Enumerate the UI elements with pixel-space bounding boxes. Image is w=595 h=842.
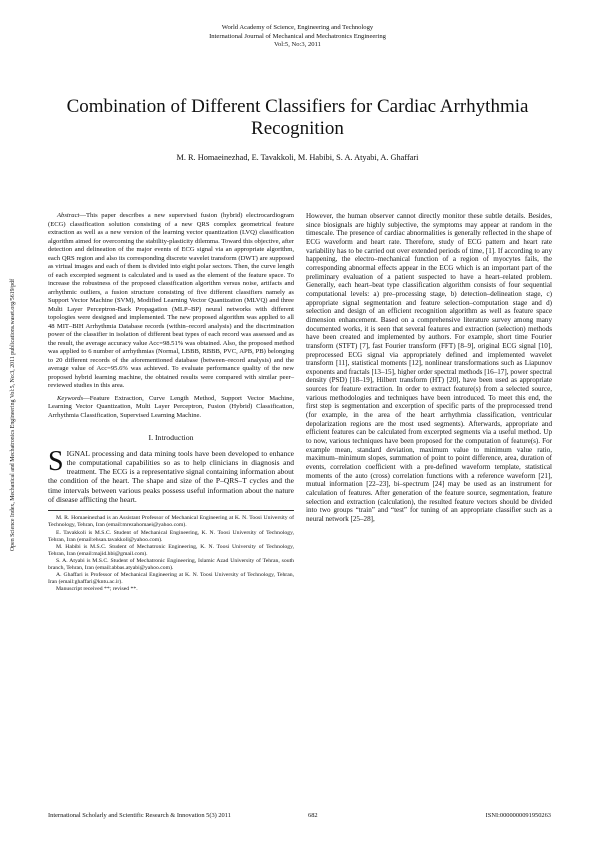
footnote: A. Ghaffari is Professor of Mechanical Engineering at K. N. Toosi University of Technology, Tehran, Iran (email:ghaffari@kntu.ac.ir). <box>48 572 294 586</box>
section-heading-introduction: I. Introduction <box>148 433 194 442</box>
journal-header <box>0 24 595 50</box>
left-column <box>48 212 294 593</box>
footnote: M. Habibi is M.S.C. Student of Mechatronic Engineering, K. N. Toosi University of Technology, Tehran, Iran (email:majid.hbi@gmail.com). <box>48 543 294 557</box>
header-line-1: World Academy of Science, Engineering and Technology <box>221 24 374 31</box>
abstract-text: —This paper describes a new supervised fusion (hybrid) electrocardiogram (ECG) classification solution consisting of a new QRS complex geometrical feature extraction as well as a new version of the learning vector quantization (LVQ) classification algorithm aimed for overcoming the stability-plasticity dilemma. Toward this objective, after detection and delineation of the major events of ECG signal via an appropriate algorithm, each QRS region and also its corresponding discrete wavelet transform (DWT) are supposed as virtual images and each of them is divided into eight polar sectors. Then, the curve length of each excerpted segment is calculated and is used as the element of the feature space. To increase the robustness of the proposed classification algorithm versus noise, artifacts and arrhythmic outliers, a fusion structure consisting of five different classifiers namely as Support Vector Machine (SVM), Modified Learning Vector Quantization (MLVQ) and three Multi Layer Perceptron-Back Propagation (MLP–BP) neural networks with different topologies were designed and implemented. The new proposed algorithm was applied to all 48 MIT–BIH Arrhythmia Database records (within–record analysis) and the discrimination power of the classifier in isolation of different beat types of each record was assessed and as the result, the average accuracy value Acc=98.51% was obtained. Also, the proposed method was applied to 6 number of arrhythmias (Normal, LBBB, RBBB, PVC, APB, PB) belonging to 20 different records of the aforementioned database (between–record analysis) and the average value of Acc=95.6% was achieved. To evaluate performance quality of the new proposed hybrid learning machine, the obtained results were compared with similar peer–reviewed studies in this area. <box>48 212 294 389</box>
keywords <box>48 395 294 421</box>
footnote-divider <box>48 510 294 511</box>
side-watermark <box>7 210 19 620</box>
footnote: M. R. Homaeinezhad is an Assistant Professor of Mechanical Engineering at K. N. Toosi University of Technology, Tehran, Iran (email:mrezahomaei@yahoo.com). <box>48 515 294 529</box>
footnote: S. A. Atyabi is M.S.C. Student of Mechatronic Engineering, Islamic Azad University of Tehran, south branch, Tehran, Iran (email:abbas.atyabi@yahoo.com). <box>48 557 294 571</box>
side-watermark-text: Open Science Index, Mechanical and Mechatronics Engineering Vol:5, No:3, 2011 publications.waset.org/5619/pdf <box>10 278 16 552</box>
drop-cap: S <box>48 445 64 477</box>
footer-isni: ISNI:0000000091950263 <box>485 812 551 819</box>
footnote: E. Tavakkoli is M.S.C. Student of Mechanical Engineering, K. N. Toosi University of Technology, Tehran, Iran (email:ehsan.tavakkoli@yahoo.com). <box>48 529 294 543</box>
body-paragraph: However, the human observer cannot directly monitor these subtle details. Besides, since biosignals are highly subjective, the symptoms may appear at random in the timescale. The presence of cardiac abnormalities is generally reflected in the shape of ECG waveform and heart rate. Therefore, study of ECG pattern and heart rate variability has to be carried out over extended periods of time, [1]. If according to any happening, the electro–mechanical function of a region of myocytes fails, the corresponding abnormal effects appear in the ECG which is an important part of the preliminary evaluation of a patient suspected to have a heart–related problem. Generally, each heart–beat type classification algorithm consists of four sequential computational levels: a) pre–processing stage, b) detection–delineation stage, c) appropriate signal segmentation and feature selection–computation stage and d) selection and design of an efficient recognition algorithm as well as feature space dimension enhancement. Based on a comprehensive literature survey among many documented works, it is seen that several features and extraction (selection) methods have been created and implemented by authors. For example, short time Fourier transform (STFT) [7], fast Fourier transform (FFT) [8–9], original ECG signal [10], preprocessed ECG signal via appropriately defined and implemented wavelet transform [11], statistical moments [12], nonlinear transformations such as Liapunov exponents and fractals [13–15], higher order spectral methods [16–17], power spectral density (PSD) [18–19], Hilbert transform (HT) [20], have been used as appropriate sources for feature extraction. In order to extract feature(s) from a selected source, various methodologies and techniques have been introduced. To meet this end, the first step is segmentation and excerption of specific parts of the preprocessed trend (for example, in the area of the heart arrhythmia classification, ventricular depolarization regions are the most used segments). Afterwards, appropriate and efficient features can be calculated from excerpted segments via a useful method. Up to now, various techniques have been proposed for the computation of feature(s). For example mean, standard deviation, maximum value to minimum value ratio, maximum–minimum slopes, summation of point to point difference, area, duration of events, correlation coefficient with a pre-defined waveform template, statistical moments of the auto (cross) correlation functions with a reference waveform [21], mutual information [22–23], bi–spectrum [24] may be used as an instrument for calculation of features. After generation of the feature source, segmentation, feature selection and extraction (calculation), the resulted feature vectors should be divided into two groups “train” and “test” for tuning of an appropriate classifier such as a neural network [25–28], <box>306 212 552 523</box>
paper-title: Combination of Different Classifiers for Cardiac Arrhythmia Recognition <box>66 96 529 139</box>
header-line-3: Vol:5, No:3, 2011 <box>274 41 321 49</box>
abstract <box>48 212 294 391</box>
page-number: 682 <box>308 812 318 819</box>
introduction-paragraph <box>48 445 294 505</box>
keywords-text: —Feature Extraction, Curve Length Method, Support Vector Machine, Learning Vector Quantization, Multi Layer Perceptron, Fusion (Hybrid) Classification, Arrhythmia Classification, Supervised Learning Machine. <box>48 394 294 419</box>
abstract-label: Abstract <box>57 212 80 219</box>
footer-journal: International Scholarly and Scientific Research & Innovation 5(3) 2011 <box>48 812 231 819</box>
introduction-text: IGNAL processing and data mining tools have been developed to enhance the computational capabilities so as to help clinicians in diagnosis and treatment. The ECG is a representative signal containing information about the condition of the heart. The shape and size of the P–QRS–T cycles and the time intervals between various peaks possess useful information about the nature of disease afflicting the heart. <box>48 448 294 505</box>
header-line-2: International Journal of Mechanical and Mechatronics Engineering <box>209 32 386 40</box>
author-list: M. R. Homaeinezhad, E. Tavakkoli, M. Habibi, S. A. Atyabi, A. Ghaffari <box>176 153 419 162</box>
footnotes <box>48 515 294 593</box>
footnote: Manuscript received **; revised **. <box>56 586 138 593</box>
keywords-label: Keywords <box>57 394 84 402</box>
right-column <box>306 212 552 524</box>
